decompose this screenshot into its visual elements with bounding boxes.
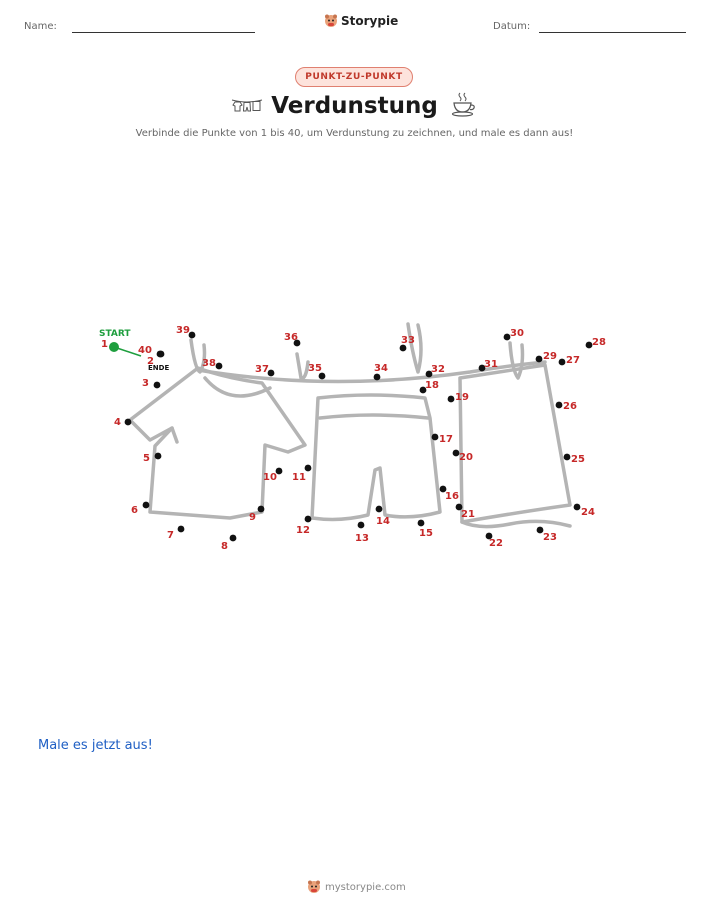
dot-number-33: 33 <box>401 335 415 346</box>
dot-number-25: 25 <box>571 454 585 465</box>
towel-outline <box>460 365 570 522</box>
towel-bottom-band <box>462 521 570 526</box>
name-label: Name: <box>24 21 57 32</box>
dot-number-8: 8 <box>221 541 228 552</box>
dot-4[interactable] <box>125 419 132 426</box>
dot-6[interactable] <box>143 502 150 509</box>
dot-number-23: 23 <box>543 532 557 543</box>
clothespin-right <box>408 324 421 372</box>
dot-15[interactable] <box>418 520 425 527</box>
instruction-text: Verbinde die Punkte von 1 bis 40, um Verdunstung zu zeichnen, und male es dann aus! <box>135 128 574 139</box>
dot-13[interactable] <box>358 522 365 529</box>
brand-name: Storypie <box>341 14 399 28</box>
dot-27[interactable] <box>559 359 566 366</box>
dot-number-32: 32 <box>431 364 445 375</box>
dot-number-10: 10 <box>263 472 277 483</box>
dot-number-17: 17 <box>439 434 453 445</box>
dot-number-6: 6 <box>131 505 138 516</box>
dot-number-7: 7 <box>167 530 174 541</box>
dot-number-28: 28 <box>592 337 606 348</box>
storypie-mascot-icon <box>307 880 321 894</box>
dot-number-35: 35 <box>308 363 322 374</box>
dot-number-19: 19 <box>455 392 469 403</box>
dot-number-18: 18 <box>425 380 439 391</box>
dot-number-3: 3 <box>142 378 149 389</box>
dot-number-29: 29 <box>543 351 557 362</box>
shorts-waistband <box>320 415 428 418</box>
dot-number-2: 2 <box>147 356 154 367</box>
tshirt-seam <box>172 428 177 442</box>
end-label: ENDE <box>148 364 170 372</box>
dot-8[interactable] <box>230 535 237 542</box>
footer <box>307 880 406 894</box>
footer-site[interactable]: mystorypie.com <box>325 881 406 893</box>
dot-29[interactable] <box>536 356 543 363</box>
clothespin-middle <box>297 354 308 378</box>
dot-number-24: 24 <box>581 507 595 518</box>
dot-number-20: 20 <box>459 452 473 463</box>
dot-number-5: 5 <box>143 453 150 464</box>
dot-number-21: 21 <box>461 509 475 520</box>
dot-number-4: 4 <box>114 417 121 428</box>
dot-number-30: 30 <box>510 328 524 339</box>
dot-number-38: 38 <box>202 358 216 369</box>
dot-number-11: 11 <box>292 472 306 483</box>
dot-14[interactable] <box>376 506 383 513</box>
dot-number-37: 37 <box>255 364 269 375</box>
dot-number-9: 9 <box>249 512 256 523</box>
dot-9[interactable] <box>258 506 265 513</box>
clothespin-towel <box>510 343 523 378</box>
dot-38[interactable] <box>216 363 223 370</box>
dot-34[interactable] <box>374 374 381 381</box>
dot-17[interactable] <box>432 434 439 441</box>
dot-number-12: 12 <box>296 525 310 536</box>
dot-number-15: 15 <box>419 528 433 539</box>
dot-number-26: 26 <box>563 401 577 412</box>
dot-number-31: 31 <box>484 359 498 370</box>
start-label: START <box>99 329 131 339</box>
laundry-outline <box>130 324 570 527</box>
color-prompt: Male es jetzt aus! <box>38 738 153 753</box>
start-marker <box>109 342 119 352</box>
dot-number-13: 13 <box>355 533 369 544</box>
activity-badge: PUNKT-ZU-PUNKT <box>295 67 413 87</box>
dot-5[interactable] <box>155 453 162 460</box>
dot-number-14: 14 <box>376 516 390 527</box>
page-title: Verdunstung <box>271 93 438 119</box>
dot-7[interactable] <box>178 526 185 533</box>
dot-24[interactable] <box>574 504 581 511</box>
date-label: Datum: <box>493 21 531 32</box>
dot-number-22: 22 <box>489 538 503 549</box>
dot-25[interactable] <box>564 454 571 461</box>
dot-19[interactable] <box>448 396 455 403</box>
dot-12[interactable] <box>305 516 312 523</box>
dot-26[interactable] <box>556 402 563 409</box>
dot-number-39: 39 <box>176 325 190 336</box>
dot-number-40: 40 <box>138 345 152 356</box>
dot-number-1: 1 <box>101 339 108 350</box>
dot-number-16: 16 <box>445 491 459 502</box>
dot-11[interactable] <box>305 465 312 472</box>
dot-40[interactable] <box>157 351 164 358</box>
dot-number-27: 27 <box>566 355 580 366</box>
dot-3[interactable] <box>154 382 161 389</box>
dot-number-34: 34 <box>374 363 388 374</box>
dot-number-36: 36 <box>284 332 298 343</box>
